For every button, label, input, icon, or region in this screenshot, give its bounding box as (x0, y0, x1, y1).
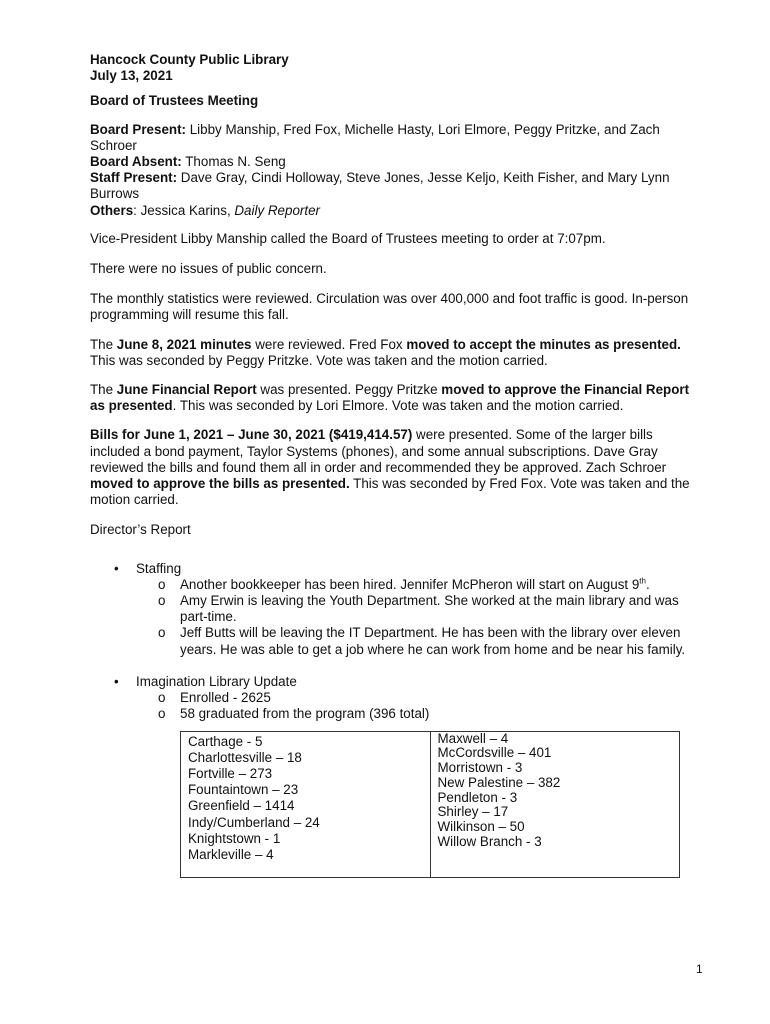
page-number: 1 (696, 962, 703, 976)
imagination-enrolled: Enrolled - 2625 (180, 690, 271, 706)
meeting-title: Board of Trustees Meeting (90, 93, 259, 109)
others-label: Others (90, 202, 134, 218)
staffing-butts-text: Jeff Butts will be leaving the IT Department. He has been with the library over eleven years. He was able to get a job where he can work from home and be near his family. (180, 625, 686, 657)
town-entry: New Palestine – 382 (437, 774, 561, 790)
table-row (181, 731, 680, 878)
town-entry: McCordsville – 401 (437, 745, 552, 761)
imagination-graduated: 58 graduated from the program (396 total) (180, 706, 430, 722)
towns-right-cell (430, 731, 680, 878)
board-present-label: Board Present: (90, 121, 186, 137)
town-entry: Charlottesville – 18 (188, 749, 302, 765)
financial-t1: The (90, 382, 117, 398)
imagination-title: Imagination Library Update (136, 673, 297, 689)
town-entry: Maxwell – 4 (437, 730, 509, 746)
bills-b2: moved to approve the bills as presented. (90, 476, 350, 492)
staff-present-label: Staff Present: (90, 170, 178, 186)
others-publication: Daily Reporter (234, 202, 320, 218)
attendance (90, 122, 696, 219)
staffing-hire-sup: th (639, 576, 646, 586)
financial-b2: moved to approve the Financial Report as presented (90, 382, 690, 414)
town-entry: Willow Branch - 3 (437, 834, 542, 850)
board-absent-label: Board Absent: (90, 154, 182, 170)
town-entry: Wilkinson – 50 (437, 819, 525, 835)
org-name: Hancock County Public Library (90, 52, 289, 67)
minutes-b2: moved to accept the minutes as presented. (406, 336, 681, 352)
town-entry: Carthage - 5 (188, 733, 263, 749)
board-present (90, 122, 696, 154)
minutes-t3: This was seconded by Peggy Pritzke. Vote was taken and the motion carried. (90, 352, 548, 368)
board-absent-names: Thomas N. Seng (181, 154, 286, 170)
town-entry: Pendleton - 3 (437, 789, 518, 805)
directors-report-heading: Director’s Report (90, 522, 191, 538)
others-present (90, 203, 696, 219)
bills-b1: Bills for June 1, 2021 – June 30, 2021 ($419,414.57) (90, 427, 413, 443)
town-entry: Morristown - 3 (437, 760, 523, 776)
financial-b1: June Financial Report (116, 382, 257, 398)
staffing-erwin-item (90, 593, 696, 625)
sub-bullet-icon: o (158, 593, 166, 609)
bills-t1: were presented. Some of the larger bills included a bond payment, Taylor Systems (phones), and some annual subscriptions. Dave Gray reviewed the bills and found them all in order and recommended they be approved. Zach Schroer (90, 427, 667, 475)
call-to-order: Vice-President Libby Manship called the Board of Trustees meeting to order at 7:07pm. (90, 230, 606, 246)
bills-t2: This was seconded by Fred Fox. Vote was taken and the motion carried. (90, 476, 690, 508)
financial-paragraph (90, 382, 696, 414)
staffing-bullet-item (90, 561, 696, 577)
minutes-paragraph (90, 337, 696, 369)
minutes-b1: June 8, 2021 minutes (116, 336, 252, 352)
staffing-hire-end: . (645, 576, 650, 592)
staffing-title: Staffing (136, 560, 182, 576)
bullet-icon: • (114, 673, 119, 689)
bullet-icon: • (114, 560, 119, 576)
financial-t2: was presented. Peggy Pritzke (256, 382, 442, 398)
staffing-erwin-text: Amy Erwin is leaving the Youth Department. She worked at the main library and was part-time. (180, 593, 679, 625)
financial-t3: . This was seconded by Lori Elmore. Vote was taken and the motion carried. (172, 398, 624, 414)
staffing-butts-item (90, 625, 696, 657)
sub-bullet-icon: o (158, 706, 166, 722)
staffing-hire-item (90, 577, 696, 593)
town-entry: Greenfield – 1414 (188, 798, 295, 814)
town-entry: Fountaintown – 23 (188, 782, 299, 798)
town-entry: Shirley – 17 (437, 804, 509, 820)
staffing-section (90, 561, 696, 658)
board-absent (90, 154, 696, 170)
public-concern: There were no issues of public concern. (90, 261, 327, 277)
staff-present (90, 170, 696, 202)
document-header (90, 52, 696, 84)
sub-bullet-icon: o (158, 576, 166, 592)
imagination-graduated-item (90, 706, 696, 722)
sub-bullet-icon: o (158, 690, 166, 706)
minutes-t2: were reviewed. Fred Fox (251, 336, 407, 352)
meeting-date: July 13, 2021 (90, 68, 173, 84)
minutes-t1: The (90, 336, 117, 352)
staffing-hire-text: Another bookkeeper has been hired. Jennifer McPheron will start on August 9 (180, 576, 640, 592)
document-page (90, 52, 696, 878)
town-entry: Markleville – 4 (188, 846, 274, 862)
town-entry: Fortville – 273 (188, 765, 273, 781)
imagination-section (90, 674, 696, 723)
staff-present-names: Dave Gray, Cindi Holloway, Steve Jones, Jesse Keljo, Keith Fisher, and Mary Lynn Burrows (90, 170, 670, 202)
board-present-names: Libby Manship, Fred Fox, Michelle Hasty, Lori Elmore, Peggy Pritzke, and Zach Schroer (90, 121, 660, 153)
town-entry: Knightstown - 1 (188, 830, 281, 846)
imagination-bullet-item (90, 674, 696, 690)
others-sep: : Jessica Karins, (133, 202, 235, 218)
bills-paragraph (90, 427, 696, 508)
sub-bullet-icon: o (158, 625, 166, 641)
towns-table (180, 731, 680, 879)
town-entry: Indy/Cumberland – 24 (188, 814, 320, 830)
towns-left-cell (181, 731, 431, 878)
imagination-enrolled-item (90, 690, 696, 706)
statistics-paragraph: The monthly statistics were reviewed. Circulation was over 400,000 and foot traffic is good. In-person programming will resume this fall. (90, 291, 689, 323)
